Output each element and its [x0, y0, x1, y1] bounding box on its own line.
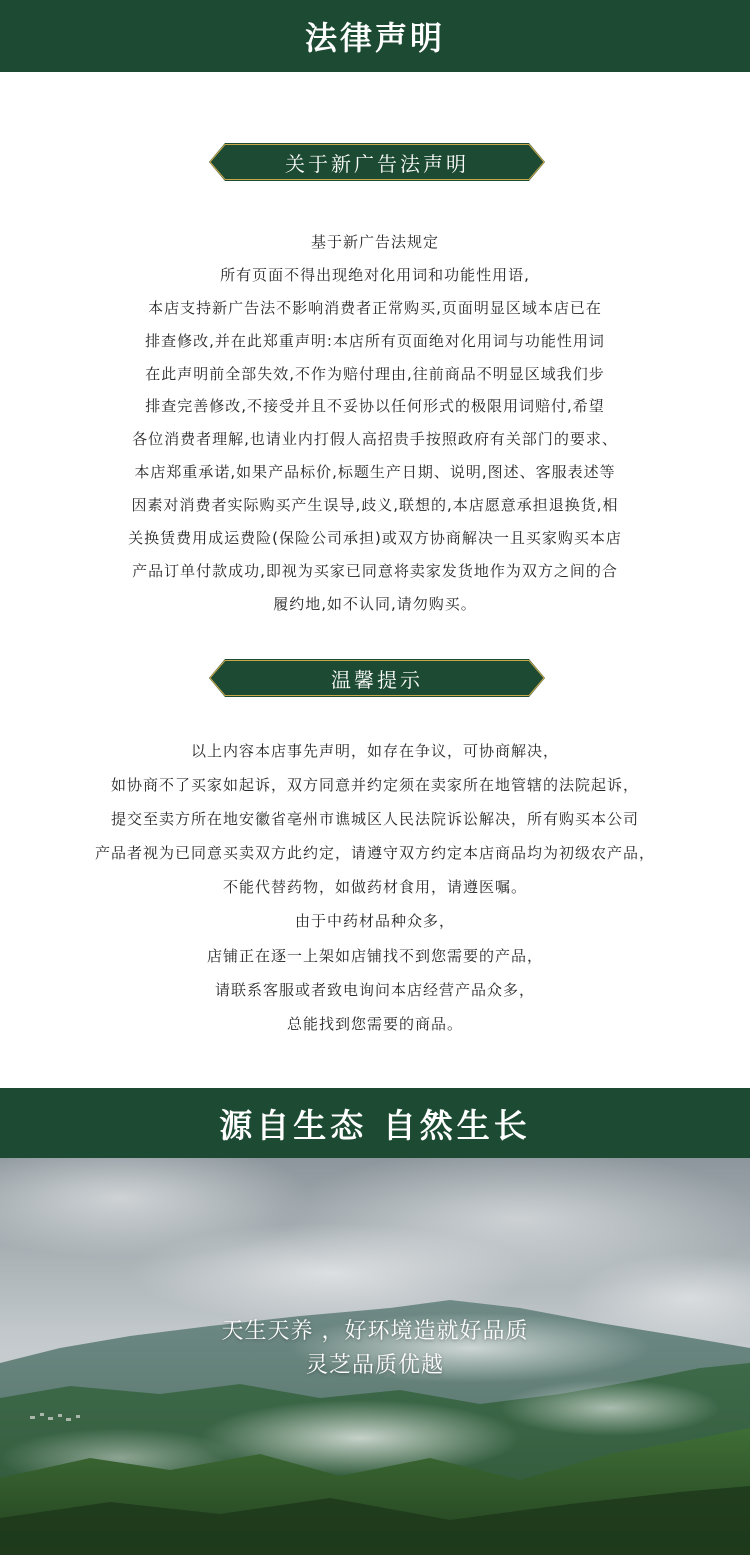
section-heading-legal: 关于新广告法声明 [285, 151, 469, 176]
section-banner-legal [209, 143, 545, 181]
page-header [0, 0, 750, 72]
text-line: 各位消费者理解,也请业内打假人高招贵手按照政府有关部门的要求、 [132, 430, 618, 449]
text-line: 排查完善修改,不接受并且不妥协以任何形式的极限用词赔付,希望 [145, 397, 605, 416]
mountain-landscape-image [0, 1158, 750, 1555]
scene-caption-line2: 灵芝品质优越 [305, 1353, 444, 1378]
section-banner-tips [209, 659, 545, 697]
text-line: 本店支持新广告法不影响消费者正常购买,页面明显区域本店已在 [148, 298, 602, 317]
text-line: 产品者视为已同意买卖双方此约定，请遵守双方约定本店商品均为初级农产品， [94, 844, 655, 863]
text-line: 排查修改,并在此郑重声明:本店所有页面绝对化用词与功能性用词 [145, 331, 605, 350]
section-heading-tips: 温馨提示 [331, 667, 423, 692]
text-line: 店铺正在逐一上架如店铺找不到您需要的产品， [206, 946, 543, 965]
eco-title-bar [0, 1088, 750, 1158]
text-line: 履约地,如不认同,请勿购买。 [273, 594, 477, 613]
text-line: 如协商不了买家如起诉，双方同意并约定须在卖家所在地管辖的法院起诉， [110, 776, 639, 795]
warm-tips-text [0, 734, 750, 1041]
text-line: 在此声明前全部失效,不作为赔付理由,往前商品不明显区域我们步 [145, 364, 605, 383]
page-title: 法律声明 [304, 19, 445, 57]
text-line: 关换赁费用成运费险(保险公司承担)或双方协商解决一且买家购买本店 [128, 529, 622, 548]
scene-caption-line1: 天生天养 ，好环境造就好品质 [221, 1319, 529, 1344]
legal-statement-text [0, 226, 750, 621]
text-line: 产品订单付款成功,即视为买家已同意将卖家发货地作为双方之间的合 [132, 561, 618, 580]
text-line: 因素对消费者实际购买产生误导,歧义,联想的,本店愿意承担退换货,相 [131, 496, 619, 515]
text-line: 本店郑重承诺,如果产品标价,标题生产日期、说明,图述、客服表述等 [134, 463, 616, 482]
text-line: 所有页面不得出现绝对化用词和功能性用语, [220, 265, 530, 284]
text-line: 请联系客服或者致电询问本店经营产品众多， [214, 980, 535, 999]
text-line: 基于新广告法规定 [310, 233, 439, 251]
eco-title: 源自生态 自然生长 [219, 1105, 531, 1145]
text-line: 不能代替药物，如做药材食用，请遵医嘱。 [222, 878, 527, 897]
text-line: 提交至卖方所在地安徽省亳州市谯城区人民法院诉讼解决，所有购买本公司 [110, 810, 639, 829]
text-line: 总能找到您需要的商品。 [286, 1014, 463, 1033]
text-line: 以上内容本店事先声明，如存在争议，可协商解决， [190, 742, 559, 760]
text-line: 由于中药材品种众多， [294, 912, 455, 931]
